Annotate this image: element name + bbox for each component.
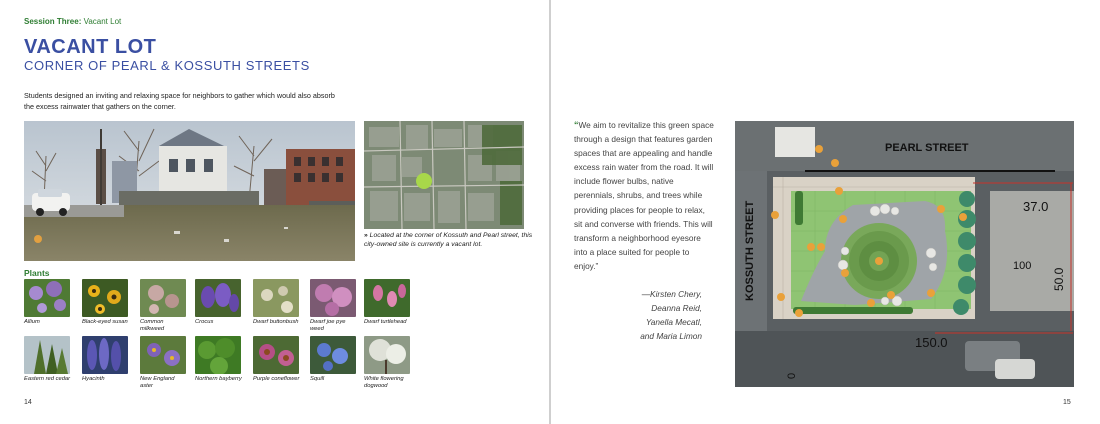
page-number-left: 14 xyxy=(24,399,32,406)
plant-name: Dwarf buttonbush xyxy=(253,319,299,325)
plant-card xyxy=(82,279,130,326)
plant-name: Northern bayberry xyxy=(195,376,242,382)
quote-attribution xyxy=(600,287,702,343)
site-plan-drawing xyxy=(735,121,1074,387)
page-number-right: 15 xyxy=(1063,399,1071,406)
page-gutter xyxy=(549,0,551,424)
plant-card xyxy=(253,336,301,383)
plants-heading: Plants xyxy=(24,268,50,278)
plant-photo xyxy=(82,279,128,317)
session-label-rest: Vacant Lot xyxy=(81,17,122,26)
quote-mark: “ xyxy=(574,120,579,130)
plant-card xyxy=(253,279,301,326)
plant-card xyxy=(82,336,130,383)
plant-card xyxy=(310,279,358,333)
student-quote xyxy=(574,118,714,273)
session-label-bold: Session Three: xyxy=(24,17,82,26)
plant-card xyxy=(24,279,72,326)
session-label xyxy=(24,17,121,26)
vacant-lot-photo xyxy=(24,121,355,261)
map-caption xyxy=(364,231,534,249)
plant-name: Squill xyxy=(310,376,325,382)
intro-paragraph: Students designed an inviting and relaxing space for neighbors to gather which would also absorb the excess rainwater that gathers on the corner. xyxy=(24,91,335,111)
plant-card xyxy=(140,279,188,333)
plant-card xyxy=(195,336,243,383)
plan-dim-right-a: 100 xyxy=(1013,260,1032,272)
plan-dim-bottom-left: 0 xyxy=(786,372,798,379)
plant-name: Common milkweed xyxy=(140,319,165,332)
caption-text: Located at the corner of Kossuth and Pearl street, this city-owned site is currently a vacant lot. xyxy=(364,232,533,248)
plant-name: Dwarf turtlehead xyxy=(364,319,407,325)
left-page xyxy=(0,0,549,424)
plant-photo xyxy=(24,279,70,317)
attribution-line: and Maria Limon xyxy=(640,331,702,341)
plant-card xyxy=(195,279,243,326)
plan-dim-top: 37.0 xyxy=(1023,199,1049,214)
plant-card xyxy=(310,336,358,383)
plant-photo xyxy=(253,336,299,374)
page-subtitle: CORNER OF PEARL & KOSSUTH STREETS xyxy=(24,58,310,73)
plan-dim-bottom: 150.0 xyxy=(915,335,948,350)
attribution-line: Yanella Mecatl, xyxy=(645,317,702,327)
plant-name: Hyacinth xyxy=(82,376,105,382)
plant-name: Crocus xyxy=(195,319,214,325)
plan-street-kossuth: KOSSUTH STREET xyxy=(744,200,756,301)
plan-street-pearl: PEARL STREET xyxy=(885,142,969,154)
plant-photo xyxy=(364,336,410,374)
plant-name: White flowering dogwood xyxy=(364,376,404,389)
plant-card xyxy=(364,279,412,326)
plant-card xyxy=(24,336,72,383)
location-satellite-map xyxy=(364,121,524,229)
plant-photo xyxy=(195,279,241,317)
attribution-line: Deanna Reid, xyxy=(651,303,702,313)
attribution-line: —Kirsten Chery, xyxy=(641,289,702,299)
plant-photo xyxy=(82,336,128,374)
plant-photo xyxy=(253,279,299,317)
plant-name: Black-eyed susan xyxy=(82,319,128,325)
caption-mark: » xyxy=(364,232,368,239)
plant-name: Dwarf joe pye weed xyxy=(310,319,346,332)
plant-photo xyxy=(24,336,70,374)
plant-name: Allium xyxy=(24,319,40,325)
quote-text: We aim to revitalize this green space through a design that features garden spaces that are appealing and handle excess rain water from the road. It will include flower bulbs, native perennials, shrubs, and trees while providing places for people to relax, sit and converse with friends. This will transform a neighborhood eyesore into a place suited for people to enjoy.” xyxy=(574,120,714,271)
plant-photo xyxy=(310,336,356,374)
plant-photo xyxy=(364,279,410,317)
plant-card xyxy=(364,336,412,390)
plan-dim-right-b: 50.0 xyxy=(1052,267,1066,291)
plant-photo xyxy=(140,279,186,317)
plant-photo xyxy=(310,279,356,317)
page-title: VACANT LOT xyxy=(24,36,157,58)
plant-name: Purple coneflower xyxy=(253,376,300,382)
plant-photo xyxy=(140,336,186,374)
plant-name: New England aster xyxy=(140,376,175,389)
plant-card xyxy=(140,336,188,390)
plant-name: Eastern red cedar xyxy=(24,376,71,382)
plant-photo xyxy=(195,336,241,374)
